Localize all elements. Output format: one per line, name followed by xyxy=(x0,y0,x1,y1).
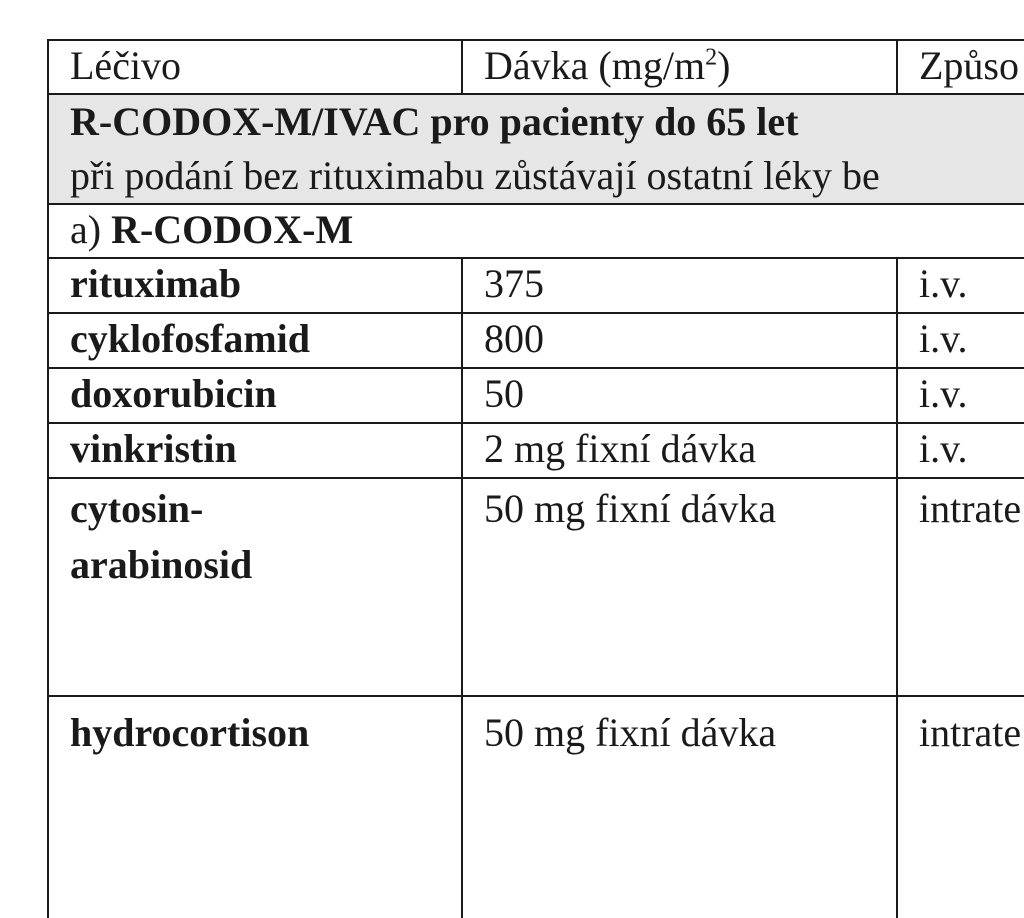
subsection-cell xyxy=(48,204,1024,258)
regimen-section-cell xyxy=(48,94,1024,204)
table-row xyxy=(48,368,1024,423)
drug-name: rituximab xyxy=(48,258,462,313)
subsection-name: R-CODOX-M xyxy=(111,207,354,252)
drug-dose: 800 xyxy=(462,313,897,368)
drug-route: intrate xyxy=(897,478,1024,696)
drug-route: intrate xyxy=(897,696,1024,918)
subsection-row xyxy=(48,204,1024,258)
regimen-table xyxy=(47,39,1024,918)
table-row xyxy=(48,478,1024,696)
table-header-row xyxy=(48,40,1024,94)
header-dose-superscript: 2 xyxy=(705,44,718,71)
header-dose xyxy=(462,40,897,94)
header-dose-close: ) xyxy=(717,43,731,88)
subsection-prefix: a) xyxy=(70,207,112,252)
table-row xyxy=(48,696,1024,918)
drug-dose: 50 xyxy=(462,368,897,423)
drug-dose: 50 mg fixní dávka xyxy=(462,696,897,918)
drug-dose: 2 mg fixní dávka xyxy=(462,423,897,478)
drug-name: cyklofosfamid xyxy=(48,313,462,368)
drug-route: i.v. xyxy=(897,368,1024,423)
header-dose-text: Dávka (mg/m xyxy=(484,43,706,88)
drug-route: i.v. xyxy=(897,423,1024,478)
header-drug: Léčivo xyxy=(48,40,462,94)
table-row xyxy=(48,258,1024,313)
drug-dose: 375 xyxy=(462,258,897,313)
drug-name-line-2: arabinosid xyxy=(70,542,253,587)
regimen-section-row xyxy=(48,94,1024,204)
section-note: při podání bez rituximabu zůstávají ostatní léky be xyxy=(70,153,880,198)
drug-route: i.v. xyxy=(897,313,1024,368)
section-title: R-CODOX-M/IVAC pro pacienty do 65 let xyxy=(70,99,799,144)
drug-name: doxorubicin xyxy=(48,368,462,423)
drug-name: vinkristin xyxy=(48,423,462,478)
table-row xyxy=(48,313,1024,368)
drug-name: hydrocortison xyxy=(48,696,462,918)
drug-dose: 50 mg fixní dávka xyxy=(462,478,897,696)
drug-route: i.v. xyxy=(897,258,1024,313)
drug-name xyxy=(48,478,462,696)
header-route: Způso xyxy=(897,40,1024,94)
drug-name-line-1: cytosin- xyxy=(70,486,204,531)
table-row xyxy=(48,423,1024,478)
